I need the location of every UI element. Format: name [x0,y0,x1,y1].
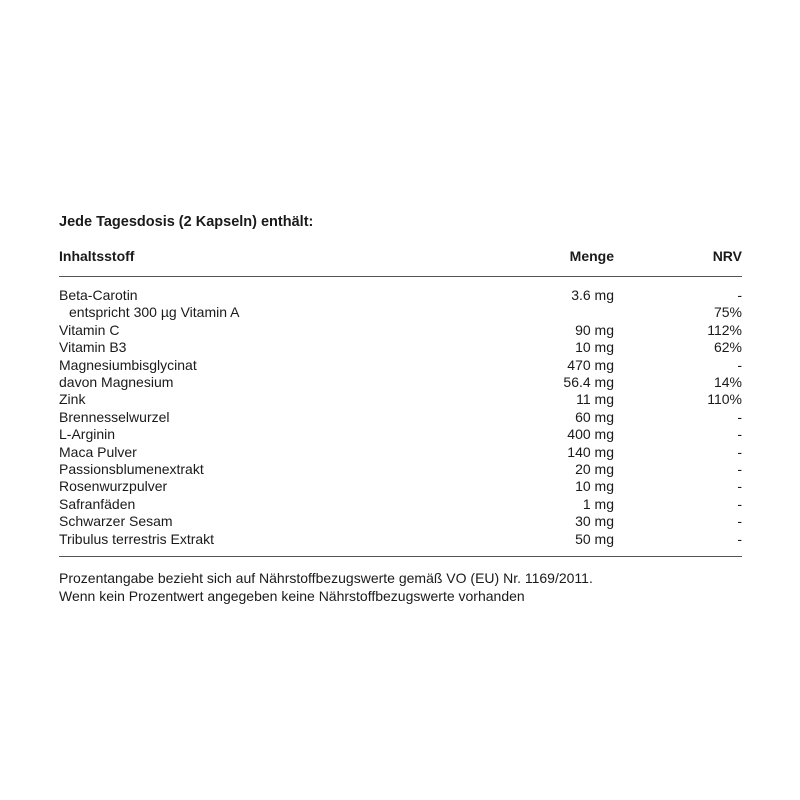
ingredient-amount: 10 mg [575,478,614,495]
ingredient-amount: 90 mg [575,321,614,338]
ingredient-name: Passionsblumenextrakt [59,461,204,478]
table-row [59,426,742,443]
ingredient-nrv: - [737,513,742,530]
ingredient-amount: 1 mg [582,495,614,512]
ingredient-amount: 50 mg [575,530,614,547]
table-row [59,357,742,374]
ingredient-amount: 400 mg [567,426,614,443]
table-body [59,277,742,557]
ingredient-name: davon Magnesium [59,374,174,391]
ingredient-name: entspricht 300 µg Vitamin A [69,304,240,321]
ingredient-nrv: 62% [713,339,742,356]
ingredient-amount: 56.4 mg [563,374,614,391]
ingredient-amount: 470 mg [567,356,614,373]
ingredient-amount: 3.6 mg [571,287,614,303]
table-row [59,531,742,548]
ingredient-name: Vitamin C [59,321,120,338]
ingredient-name: Magnesiumbisglycinat [59,356,197,373]
ingredient-nrv: - [737,478,742,495]
table-row [59,287,742,304]
table-row [59,461,742,478]
ingredient-name: Tribulus terrestris Extrakt [59,530,215,547]
table-title: Jede Tagesdosis (2 Kapseln) enthält: [59,214,314,230]
ingredient-nrv: 14% [713,374,742,391]
ingredient-nrv: - [737,356,742,373]
table-row [59,339,742,356]
ingredient-name: Maca Pulver [59,443,137,460]
ingredient-amount: 30 mg [575,513,614,530]
ingredient-nrv: 110% [707,391,742,408]
footnotes [59,569,742,605]
ingredient-name: Schwarzer Sesam [59,513,173,530]
ingredient-amount: 10 mg [575,339,614,356]
ingredient-amount: 20 mg [575,461,614,478]
ingredient-amount: 140 mg [567,443,614,460]
table-row [59,409,742,426]
ingredient-name: Beta-Carotin [59,287,138,303]
footnote-nrv-reference: Prozentangabe bezieht sich auf Nährstoffbezugswerte gemäß VO (EU) Nr. 1169/2011. [59,570,593,587]
table-row [59,304,742,321]
ingredient-nrv: - [737,408,742,425]
header-nrv: NRV [712,248,742,264]
ingredient-name: Safranfäden [59,495,136,512]
ingredient-name: Vitamin B3 [59,339,127,356]
ingredient-name: Rosenwurzpulver [59,478,168,495]
ingredient-name: Zink [59,391,86,408]
ingredient-name: L-Arginin [59,426,116,443]
ingredient-nrv: - [737,443,742,460]
table-row [59,513,742,530]
ingredient-nrv: - [737,287,742,303]
ingredient-nrv: - [737,530,742,547]
table-row [59,444,742,461]
footnote-no-percentage: Wenn kein Prozentwert angegeben keine Nährstoffbezugswerte vorhanden [59,588,525,605]
table-row [59,391,742,408]
ingredient-nrv: - [737,426,742,443]
header-ingredient: Inhaltsstoff [59,248,135,264]
table-row [59,322,742,339]
ingredient-name: Brennesselwurzel [59,408,170,425]
ingredient-nrv: 75% [713,304,742,321]
table-header [59,246,742,277]
header-amount: Menge [569,248,614,264]
ingredient-amount: 60 mg [575,408,614,425]
table-row [59,496,742,513]
table-row [59,478,742,495]
ingredient-nrv: - [737,495,742,512]
nutrition-panel [59,212,742,605]
ingredient-nrv: 112% [707,321,742,338]
ingredient-nrv: - [737,461,742,478]
table-row [59,374,742,391]
ingredient-amount: 11 mg [576,391,614,408]
